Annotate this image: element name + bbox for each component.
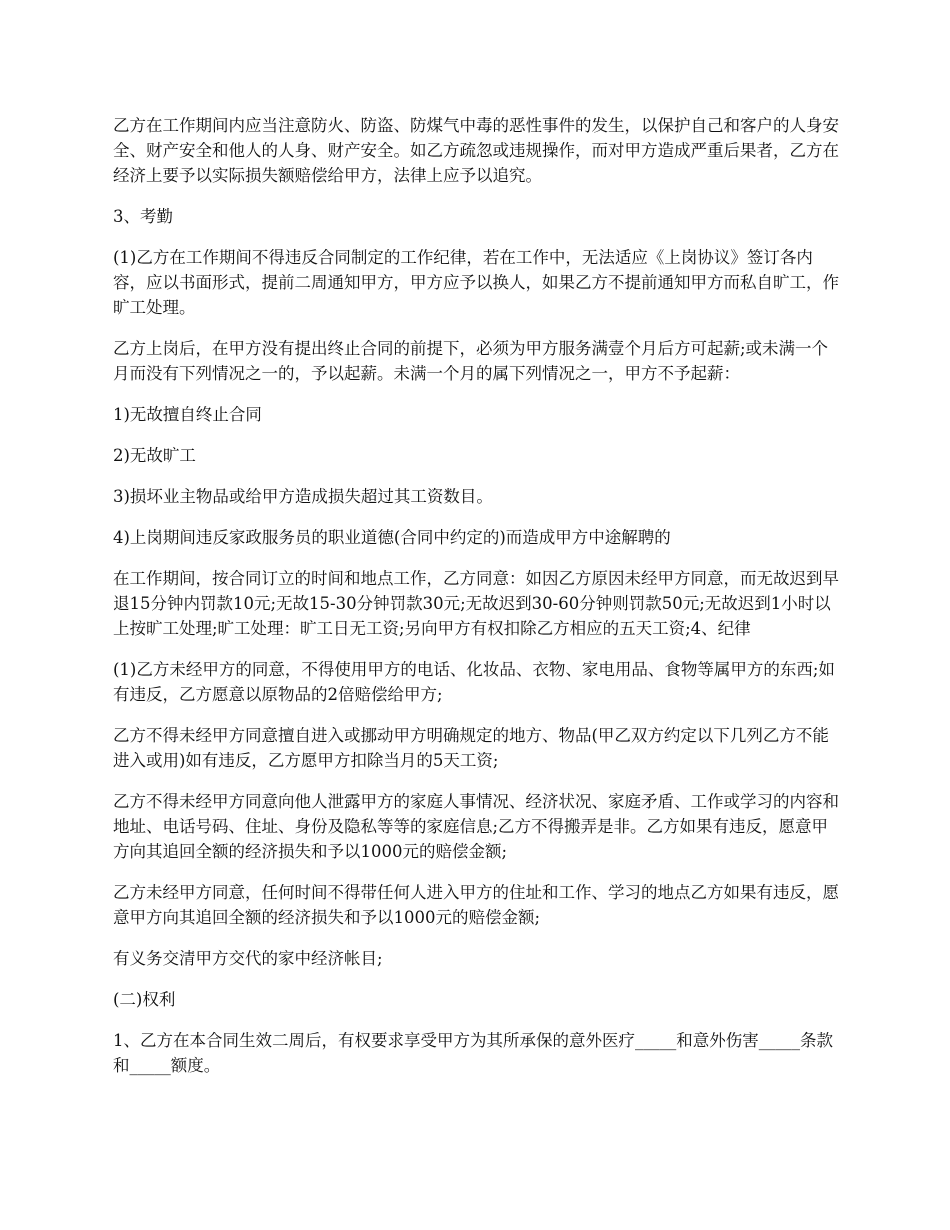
section-heading-rights: (二)权利 — [113, 990, 176, 1009]
paragraph-salary-start: 乙方上岗后，在甲方没有提出终止合同的前提下，必须为甲方服务满壹个月后方可起薪;或未满一个月而没有下列情况之一的，予以起薪。未满一个月的属下列情况之一，甲方不予起薪： — [113, 339, 829, 383]
list-item-terminate: 1)无故擅自终止合同 — [113, 405, 262, 424]
paragraph-discipline-privacy: 乙方不得未经甲方同意向他人泄露甲方的家庭人事情况、经济状况、家庭矛盾、工作或学习的内容和地址、电话号码、住址、身份及隐私等等的家庭信息;乙方不得搬弄是非。乙方如果有违反，愿意甲方向其追回全额的经济损失和予以1000元的赔偿金额; — [113, 792, 839, 861]
section-heading-attendance: 3、考勤 — [113, 207, 173, 226]
document-body — [113, 113, 839, 1094]
list-item-damage: 3)损坏业主物品或给甲方造成损失超过其工资数目。 — [113, 487, 493, 506]
paragraph-discipline-entry: 乙方不得未经甲方同意擅自进入或挪动甲方明确规定的地方、物品(甲乙双方约定以下几列乙方不能进入或用)如有违反，乙方愿甲方扣除当月的5天工资; — [113, 726, 829, 770]
paragraph-discipline-1: (1)乙方未经甲方的同意，不得使用甲方的电话、化妆品、衣物、家电用品、食物等属甲方的东西;如有违反，乙方愿意以原物品的2倍赔偿给甲方; — [113, 660, 835, 704]
paragraph-attendance-1: (1)乙方在工作期间不得违反合同制定的工作纪律，若在工作中，无法适应《上岗协议》签订各内容，应以书面形式，提前二周通知甲方，甲方应予以换人，如果乙方不提前通知甲方而私自旷工，作旷工处理。 — [113, 248, 839, 317]
list-item-absence: 2)无故旷工 — [113, 446, 196, 465]
paragraph-rights-insurance: 1、乙方在本合同生效二周后，有权要求享受甲方为其所承保的意外医疗_____和意外伤害_____条款和_____额度。 — [113, 1031, 833, 1075]
list-item-ethics: 4)上岗期间违反家政服务员的职业道德(合同中约定的)而造成甲方中途解聘的 — [113, 528, 671, 547]
paragraph-safety: 乙方在工作期间内应当注意防火、防盗、防煤气中毒的恶性事件的发生，以保护自己和客户的人身安全、财产安全和他人的人身、财产安全。如乙方疏忽或违规操作，而对甲方造成严重后果者，乙方在经济上要予以实际损失额赔偿给甲方，法律上应予以追究。 — [113, 116, 839, 185]
paragraph-discipline-visitors: 乙方未经甲方同意，任何时间不得带任何人进入甲方的住址和工作、学习的地点乙方如果有违反，愿意甲方向其追回全额的经济损失和予以1000元的赔偿金额; — [113, 883, 839, 927]
paragraph-accounts: 有义务交清甲方交代的家中经济帐目; — [113, 949, 383, 968]
paragraph-lateness-penalty: 在工作期间，按合同订立的时间和地点工作，乙方同意：如因乙方原因未经甲方同意，而无故迟到早退15分钟内罚款10元;无故15-30分钟罚款30元;无故迟到30-60分钟则罚款50元;无故迟到1小时以上按旷工处理;旷工处理：旷工日无工资;另向甲方有权扣除乙方相应的五天工资;4、纪律 — [113, 569, 839, 638]
